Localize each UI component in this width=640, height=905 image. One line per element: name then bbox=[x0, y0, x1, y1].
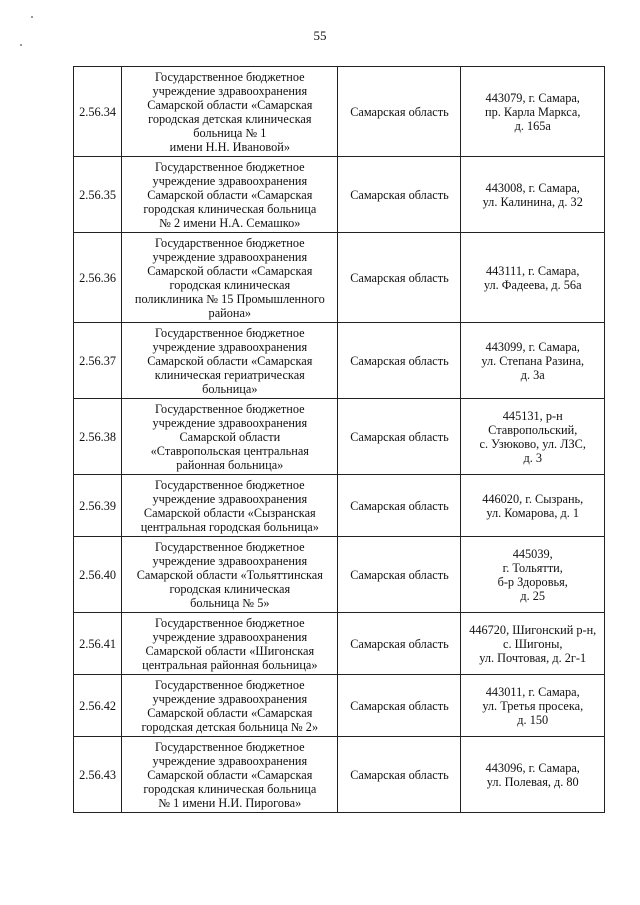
table-row bbox=[74, 67, 605, 157]
table-row bbox=[74, 475, 605, 537]
institution-name: Государственное бюджетное учреждение здравоохранения Самарской области «Самарская городская детская больница № 2» bbox=[122, 675, 338, 737]
row-number: 2.56.42 bbox=[74, 675, 122, 737]
region: Самарская область bbox=[338, 475, 461, 537]
table-row bbox=[74, 537, 605, 613]
region: Самарская область bbox=[338, 399, 461, 475]
address: 443096, г. Самара, ул. Полевая, д. 80 bbox=[461, 737, 605, 813]
institution-name: Государственное бюджетное учреждение здравоохранения Самарской области «Сызранская центральная городская больница» bbox=[122, 475, 338, 537]
row-number: 2.56.37 bbox=[74, 323, 122, 399]
scan-speck bbox=[31, 16, 33, 18]
row-number: 2.56.41 bbox=[74, 613, 122, 675]
address: 443079, г. Самара, пр. Карла Маркса, д. 165а bbox=[461, 67, 605, 157]
row-number: 2.56.43 bbox=[74, 737, 122, 813]
address: 443111, г. Самара, ул. Фадеева, д. 56а bbox=[461, 233, 605, 323]
page-number: 55 bbox=[313, 28, 327, 43]
row-number: 2.56.38 bbox=[74, 399, 122, 475]
institution-name: Государственное бюджетное учреждение здравоохранения Самарской области «Самарская городская клиническая больница № 1 имени Н.И. Пирогова» bbox=[122, 737, 338, 813]
row-number: 2.56.40 bbox=[74, 537, 122, 613]
institution-name: Государственное бюджетное учреждение здравоохранения Самарской области «Самарская городская детская клиническая больница № 1 имени Н.Н. Ивановой» bbox=[122, 67, 338, 157]
table-row bbox=[74, 233, 605, 323]
address: 443008, г. Самара, ул. Калинина, д. 32 bbox=[461, 157, 605, 233]
table-row bbox=[74, 675, 605, 737]
address: 446720, Шигонский р-н, с. Шигоны, ул. Почтовая, д. 2г-1 bbox=[461, 613, 605, 675]
table-row bbox=[74, 399, 605, 475]
address: 445131, р-н Ставропольский, с. Узюково, ул. ЛЗС, д. 3 bbox=[461, 399, 605, 475]
address: 443011, г. Самара, ул. Третья просека, д. 150 bbox=[461, 675, 605, 737]
address: 445039, г. Тольятти, б-р Здоровья, д. 25 bbox=[461, 537, 605, 613]
table-row bbox=[74, 737, 605, 813]
institution-name: Государственное бюджетное учреждение здравоохранения Самарской области «Шигонская центральная районная больница» bbox=[122, 613, 338, 675]
institution-name: Государственное бюджетное учреждение здравоохранения Самарской области «Самарская клиническая гериатрическая больница» bbox=[122, 323, 338, 399]
row-number: 2.56.36 bbox=[74, 233, 122, 323]
region: Самарская область bbox=[338, 675, 461, 737]
address: 446020, г. Сызрань, ул. Комарова, д. 1 bbox=[461, 475, 605, 537]
institutions-table bbox=[73, 66, 605, 813]
region: Самарская область bbox=[338, 157, 461, 233]
institution-name: Государственное бюджетное учреждение здравоохранения Самарской области «Тольяттинская городская клиническая больница № 5» bbox=[122, 537, 338, 613]
region: Самарская область bbox=[338, 67, 461, 157]
region: Самарская область bbox=[338, 613, 461, 675]
table-row bbox=[74, 613, 605, 675]
table-row bbox=[74, 323, 605, 399]
row-number: 2.56.35 bbox=[74, 157, 122, 233]
region: Самарская область bbox=[338, 323, 461, 399]
row-number: 2.56.39 bbox=[74, 475, 122, 537]
table-row bbox=[74, 157, 605, 233]
region: Самарская область bbox=[338, 737, 461, 813]
region: Самарская область bbox=[338, 233, 461, 323]
row-number: 2.56.34 bbox=[74, 67, 122, 157]
institution-name: Государственное бюджетное учреждение здравоохранения Самарской области «Ставропольская центральная районная больница» bbox=[122, 399, 338, 475]
scan-speck bbox=[20, 44, 22, 46]
region: Самарская область bbox=[338, 537, 461, 613]
institution-name: Государственное бюджетное учреждение здравоохранения Самарской области «Самарская городская клиническая поликлиника № 15 Промышленного района» bbox=[122, 233, 338, 323]
address: 443099, г. Самара, ул. Степана Разина, д. 3а bbox=[461, 323, 605, 399]
institution-name: Государственное бюджетное учреждение здравоохранения Самарской области «Самарская городская клиническая больница № 2 имени Н.А. Семашко» bbox=[122, 157, 338, 233]
